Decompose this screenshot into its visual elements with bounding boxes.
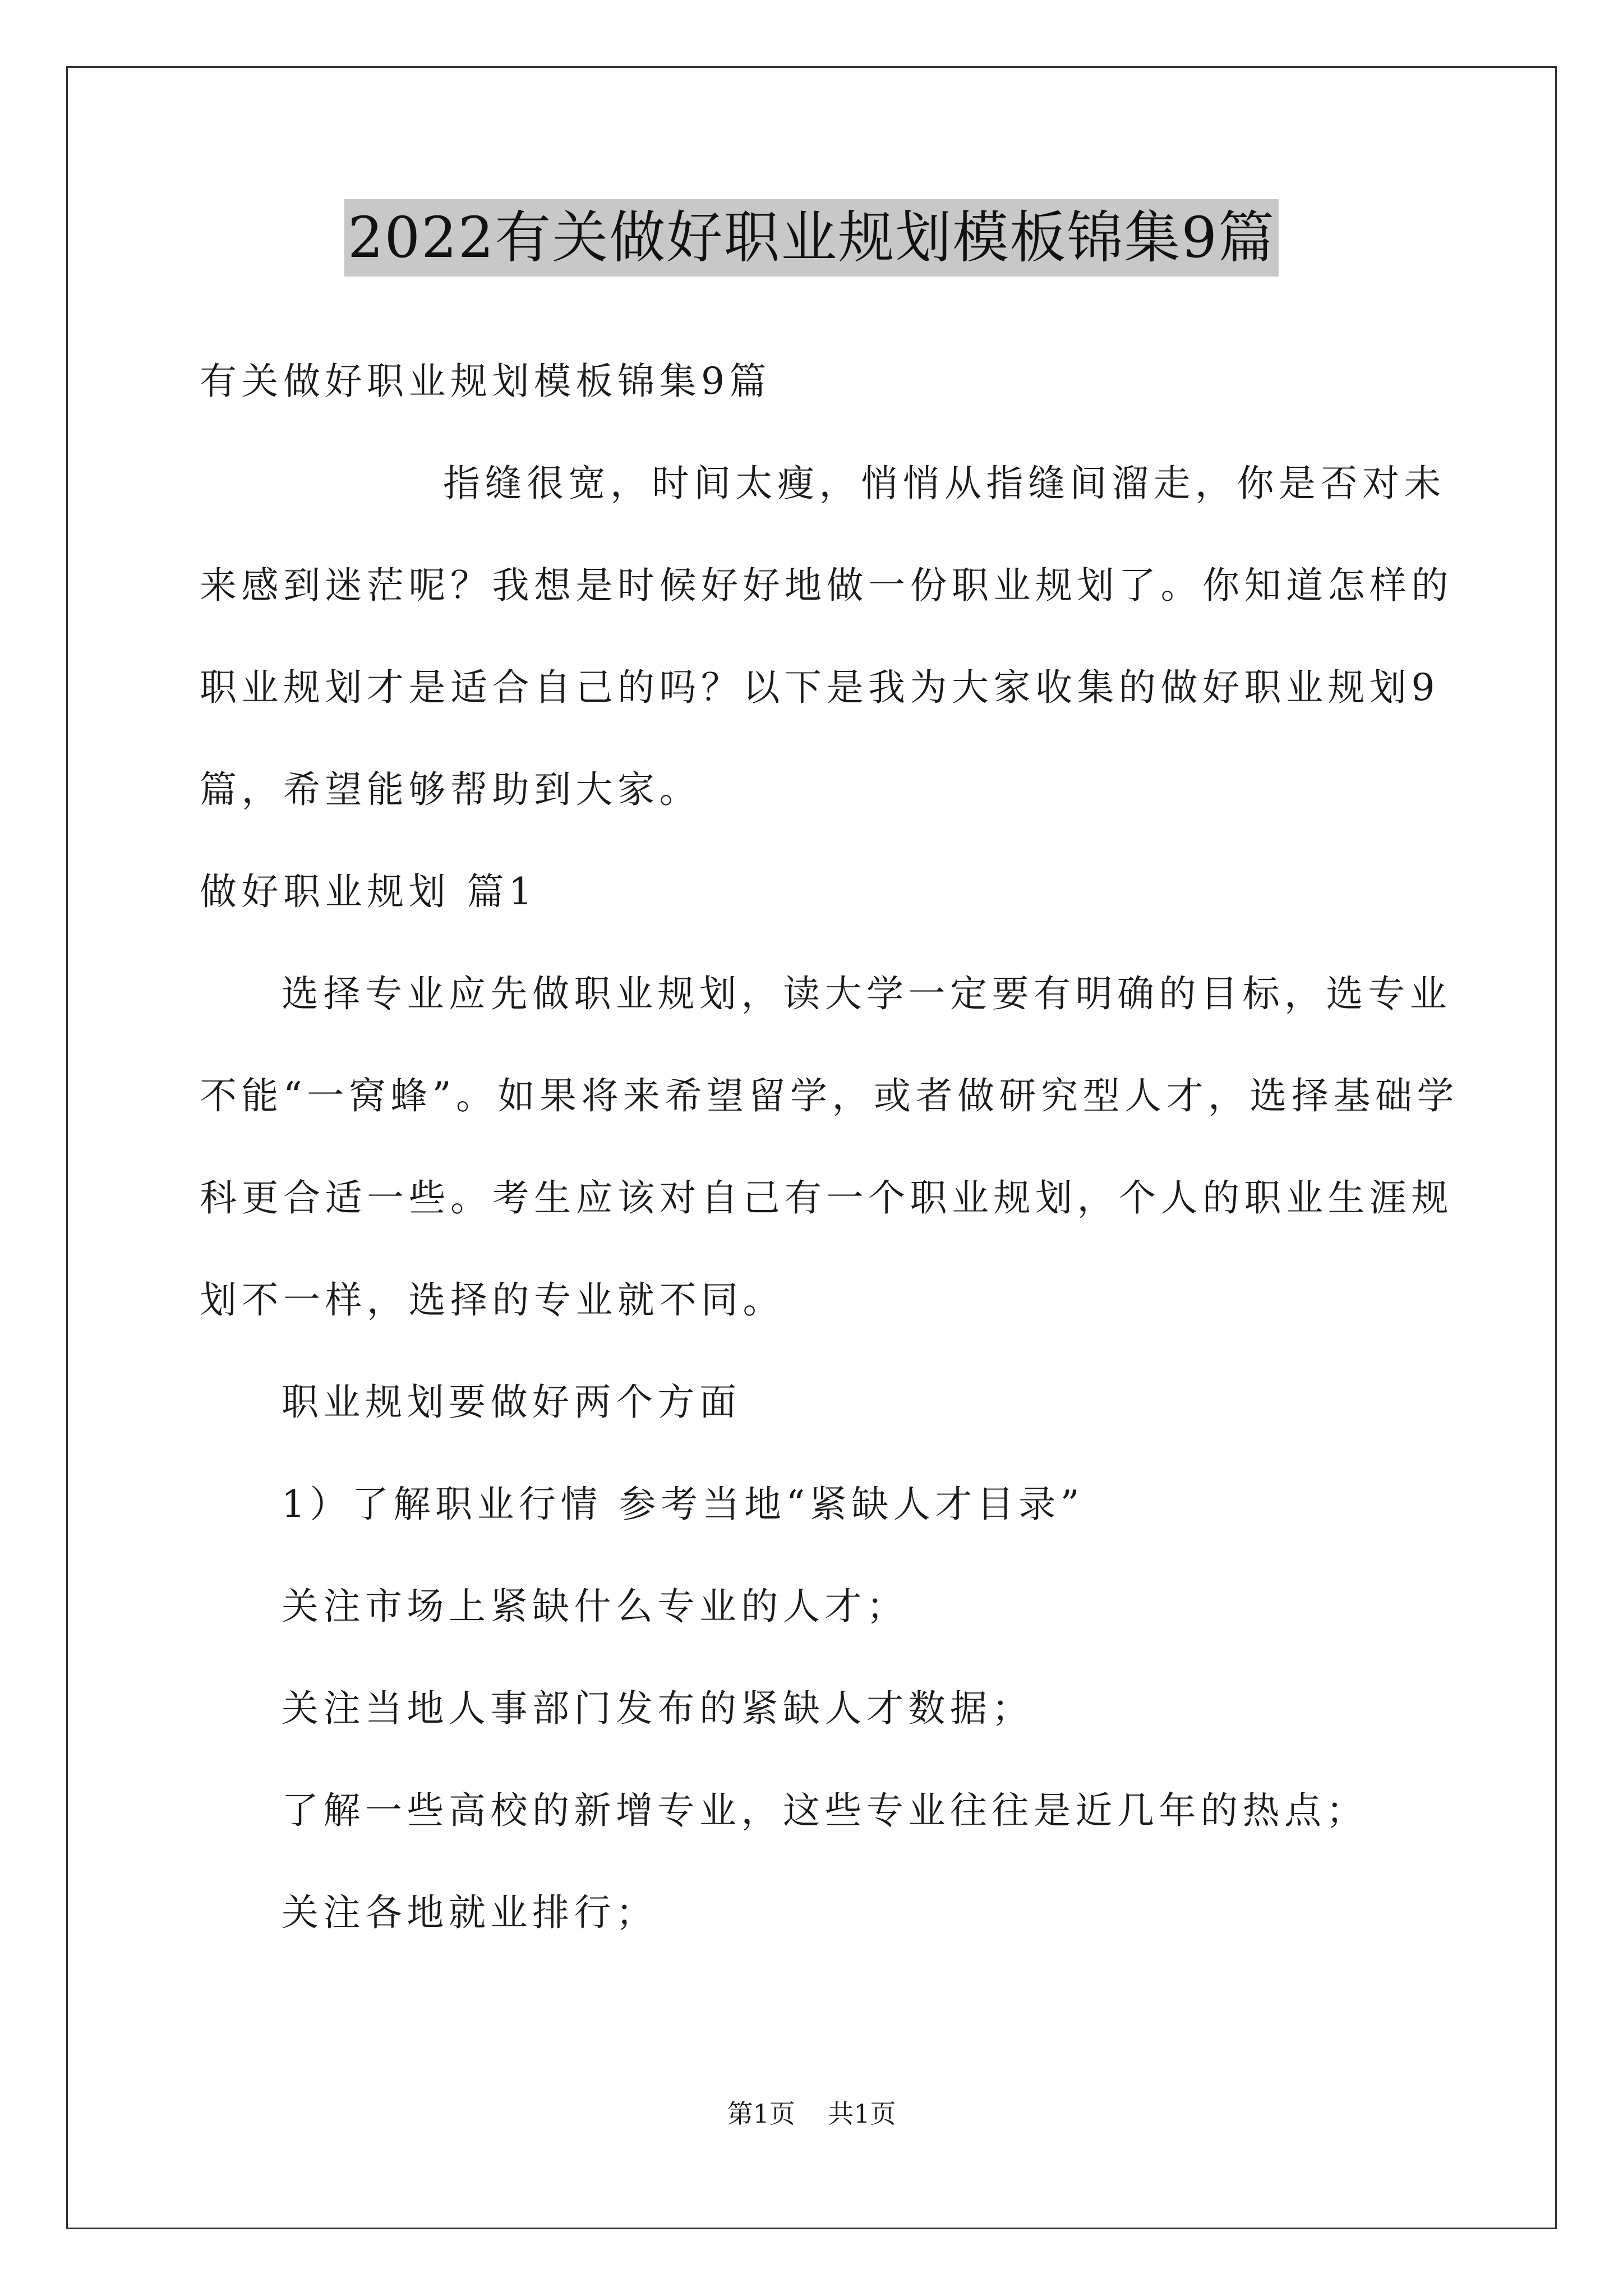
list-item: 关注市场上紧缺什么专业的人才；: [282, 1585, 909, 1628]
aspects-heading: 职业规划要做好两个方面: [282, 1381, 741, 1424]
list-item: 了解一些高校的新增专业，这些专业往往是近几年的热点；: [282, 1789, 1368, 1832]
intro-line: 来感到迷茫呢？我想是时候好好地做一份职业规划了。你知道怎样的: [200, 564, 1453, 607]
section-heading: 做好职业规划 篇1: [200, 870, 537, 913]
point-heading: 1）了解职业行情 参考当地“紧缺人才目录”: [282, 1483, 1084, 1526]
page-number-footer: 第1页 共1页: [727, 2099, 896, 2129]
paragraph-line: 选择专业应先做职业规划，读大学一定要有明确的目标，选专业: [282, 972, 1451, 1015]
document-title: 2022有关做好职业规划模板锦集9篇: [344, 199, 1279, 277]
paragraph-line: 科更合适一些。考生应该对自己有一个职业规划，个人的职业生涯规: [200, 1176, 1453, 1220]
intro-line: 篇，希望能够帮助到大家。: [200, 768, 701, 811]
paragraph-line: 划不一样，选择的专业就不同。: [200, 1278, 785, 1322]
list-item: 关注各地就业排行；: [282, 1891, 658, 1934]
list-item: 关注当地人事部门发布的紧缺人才数据；: [282, 1687, 1034, 1730]
paragraph-line: 不能“一窝蜂”。如果将来希望留学，或者做研究型人才，选择基础学: [200, 1074, 1459, 1117]
intro-line: 职业规划才是适合自己的吗？以下是我为大家收集的做好职业规划9: [200, 666, 1440, 709]
title-block: [0, 199, 1623, 277]
intro-line: 指缝很宽，时间太瘦，悄悄从指缝间溜走，你是否对未: [443, 462, 1446, 505]
document-subtitle: 有关做好职业规划模板锦集9篇: [200, 360, 771, 403]
